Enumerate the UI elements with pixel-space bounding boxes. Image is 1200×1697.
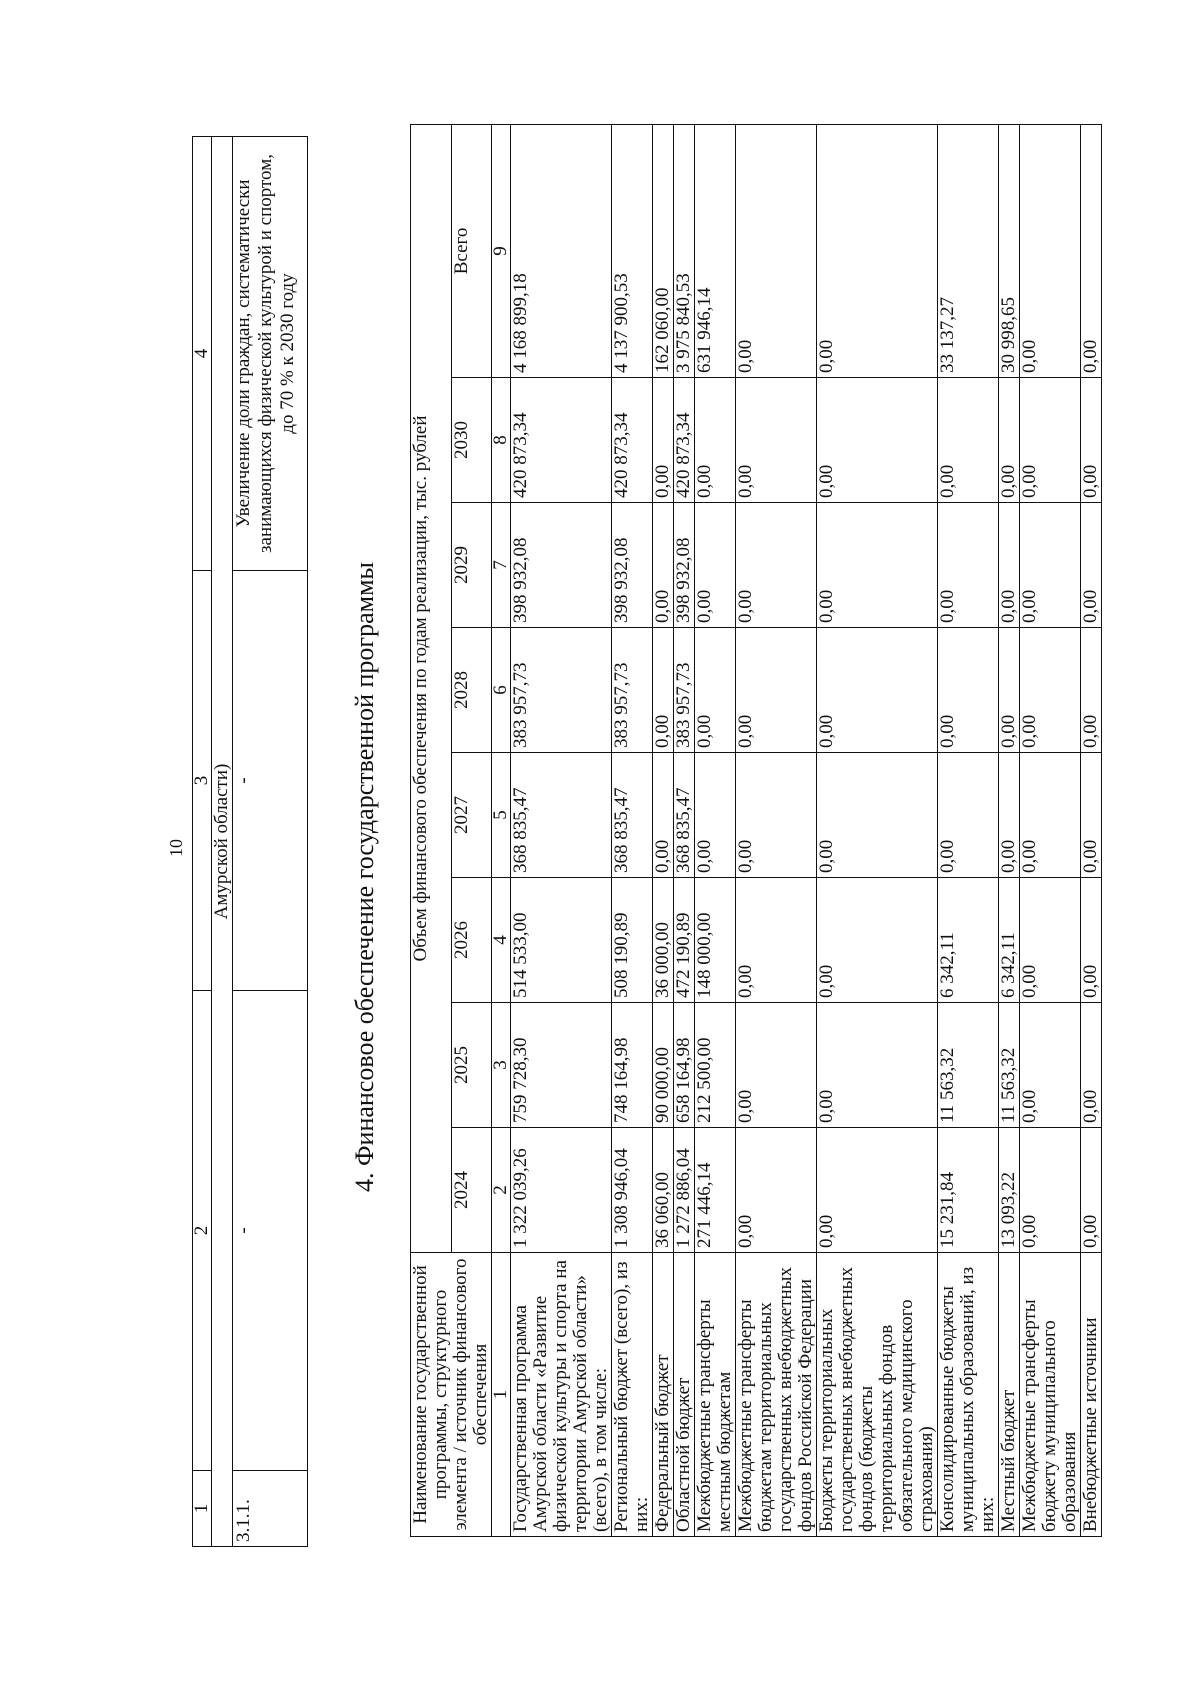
year-value: 13 093,22 [999,1128,1020,1253]
region-text: Амурской области) [212,137,233,1547]
year-value: 383 957,73 [612,628,653,753]
year-header: 2024 [451,1128,492,1253]
total-value: 4 168 899,18 [511,124,612,377]
year-value: 0,00 [817,1128,938,1253]
year-value: 420 873,34 [612,378,653,503]
year-value: 472 190,89 [674,878,695,1003]
financing-header-row [411,124,452,1536]
year-value: 0,00 [817,503,938,628]
indicator-cell: - [233,991,308,1471]
source-name: Межбюджетные трансферты местным бюджетам [695,1253,736,1537]
year-value: 0,00 [653,628,674,753]
source-name: Областной бюджет [674,1253,695,1537]
year-value: 383 957,73 [511,628,612,753]
total-value: 0,00 [736,124,817,377]
year-value: 0,00 [1020,378,1081,503]
year-value: 36 000,00 [653,878,674,1003]
year-value: 0,00 [653,378,674,503]
year-value: 15 231,84 [938,1128,999,1253]
year-value: 759 728,30 [511,1003,612,1128]
total-value: 33 137,27 [938,124,999,377]
header-cell: 4 [193,137,212,571]
column-index: 2 [492,1128,511,1253]
year-value: 0,00 [817,378,938,503]
indicator-row [233,137,308,1547]
header-cell: 2 [193,991,212,1471]
year-value: 0,00 [1081,753,1102,878]
financing-row [653,124,674,1536]
year-value: 0,00 [938,503,999,628]
total-value: 162 060,00 [653,124,674,377]
year-value: 0,00 [695,378,736,503]
year-header: 2027 [451,753,492,878]
year-value: 0,00 [736,503,817,628]
year-header: 2026 [451,878,492,1003]
year-value: 0,00 [653,753,674,878]
year-value: 0,00 [1081,1128,1102,1253]
column-index: 8 [492,378,511,503]
year-value: 0,00 [736,878,817,1003]
year-value: 0,00 [817,1003,938,1128]
year-value: 1 272 886,04 [674,1128,695,1253]
year-value: 1 322 039,26 [511,1128,612,1253]
total-value: 4 137 900,53 [612,124,653,377]
year-value: 0,00 [1020,628,1081,753]
column-index: 6 [492,628,511,753]
year-value: 514 533,00 [511,878,612,1003]
header-cell: 1 [193,1471,212,1547]
volume-header: Объем финансового обеспечения по годам реализации, тыс. рублей [411,124,452,1252]
section-title: 4. Финансовое обеспечение государственной программы [350,561,379,1193]
year-value: 0,00 [736,1128,817,1253]
year-value: 398 932,08 [612,503,653,628]
year-value: 0,00 [1081,503,1102,628]
year-value: 0,00 [1081,378,1102,503]
column-index-row [492,124,511,1536]
year-value: 0,00 [938,628,999,753]
financing-row [817,124,938,1536]
column-index: 3 [492,1003,511,1128]
year-header: 2028 [451,628,492,753]
year-value: 11 563,32 [999,1003,1020,1128]
year-value: 368 835,47 [612,753,653,878]
source-name: Государственная программа Амурской области «Развитие физической культуры и спорта на территории Амурской области» (всего), в том числе: [511,1253,612,1537]
year-value: 398 932,08 [511,503,612,628]
year-value: 0,00 [1020,753,1081,878]
year-value: 0,00 [736,378,817,503]
financing-row [736,124,817,1536]
year-value: 368 835,47 [511,753,612,878]
indicator-code: 3.1.1. [233,1471,308,1547]
year-value: 0,00 [1081,628,1102,753]
year-header: 2029 [451,503,492,628]
year-value: 0,00 [1020,503,1081,628]
financing-rows [511,124,1102,1536]
financing-row [612,124,653,1536]
financing-row [938,124,999,1536]
year-value: 0,00 [817,628,938,753]
year-value: 0,00 [736,753,817,878]
year-value: 0,00 [1081,878,1102,1003]
total-header: Всего [451,124,492,377]
region-row [212,137,233,1547]
financing-row [674,124,695,1536]
year-value: 0,00 [1081,1003,1102,1128]
year-value: 748 164,98 [612,1003,653,1128]
year-value: 0,00 [999,628,1020,753]
year-value: 0,00 [653,503,674,628]
year-value: 11 563,32 [938,1003,999,1128]
column-index: 5 [492,753,511,878]
year-value: 90 000,00 [653,1003,674,1128]
year-value: 0,00 [999,753,1020,878]
indicator-table-header [193,137,212,1547]
year-value: 1 308 946,04 [612,1128,653,1253]
column-index: 7 [492,503,511,628]
column-index: 9 [492,124,511,377]
year-value: 36 060,00 [653,1128,674,1253]
total-value: 0,00 [817,124,938,377]
column-index: 1 [492,1253,511,1537]
source-name: Межбюджетные трансферты бюджету муниципального образования [1020,1253,1081,1537]
year-value: 368 835,47 [674,753,695,878]
financing-table [410,124,1102,1537]
year-value: 0,00 [1020,1128,1081,1253]
source-name: Региональный бюджет (всего), из них: [612,1253,653,1537]
total-value: 3 975 840,53 [674,124,695,377]
year-value: 0,00 [695,753,736,878]
financing-row [695,124,736,1536]
year-value: 212 500,00 [695,1003,736,1128]
total-value: 631 946,14 [695,124,736,377]
year-header: 2025 [451,1003,492,1128]
year-value: 0,00 [938,753,999,878]
year-value: 0,00 [736,628,817,753]
source-name: Межбюджетные трансферты бюджетам территориальных государственных внебюджетных фондов Российской Федерации [736,1253,817,1537]
source-name: Местный бюджет [999,1253,1020,1537]
year-value: 398 932,08 [674,503,695,628]
year-value: 658 164,98 [674,1003,695,1128]
year-value: 0,00 [938,378,999,503]
year-value: 383 957,73 [674,628,695,753]
year-value: 420 873,34 [674,378,695,503]
year-value: 0,00 [695,503,736,628]
year-value: 420 873,34 [511,378,612,503]
financing-row [511,124,612,1536]
indicator-cell: - [233,571,308,991]
year-header: 2030 [451,378,492,503]
year-value: 0,00 [817,753,938,878]
header-cell: 3 [193,571,212,991]
year-value: 0,00 [999,503,1020,628]
total-value: 0,00 [1081,124,1102,377]
year-value: 0,00 [1020,1003,1081,1128]
source-name: Бюджеты территориальных государственных внебюджетных фондов (бюджеты территориальных фондов обязательного медицинского страхования) [817,1253,938,1537]
source-name: Консолидированные бюджеты муниципальных образований, из них: [938,1253,999,1537]
financing-row [1081,124,1102,1536]
indicator-table [192,136,308,1547]
total-value: 30 998,65 [999,124,1020,377]
year-value: 6 342,11 [999,878,1020,1003]
year-value: 0,00 [736,1003,817,1128]
name-header: Наименование государственной программы, структурного элемента / источник финансового обеспечения [411,1253,492,1537]
financing-row [1020,124,1081,1536]
source-name: Внебюджетные источники [1081,1253,1102,1537]
financing-row [999,124,1020,1536]
source-name: Федеральный бюджет [653,1253,674,1537]
year-value: 0,00 [695,628,736,753]
total-value: 0,00 [1020,124,1081,377]
year-value: 0,00 [817,878,938,1003]
page-number: 10 [166,839,186,857]
year-value: 6 342,11 [938,878,999,1003]
indicator-description: Увеличение доли граждан, систематически занимающихся физической культурой и спортом, до 70 % к 2030 году [233,137,308,571]
year-value: 148 000,00 [695,878,736,1003]
year-value: 271 446,14 [695,1128,736,1253]
year-value: 0,00 [999,378,1020,503]
column-index: 4 [492,878,511,1003]
year-value: 0,00 [1020,878,1081,1003]
year-value: 508 190,89 [612,878,653,1003]
